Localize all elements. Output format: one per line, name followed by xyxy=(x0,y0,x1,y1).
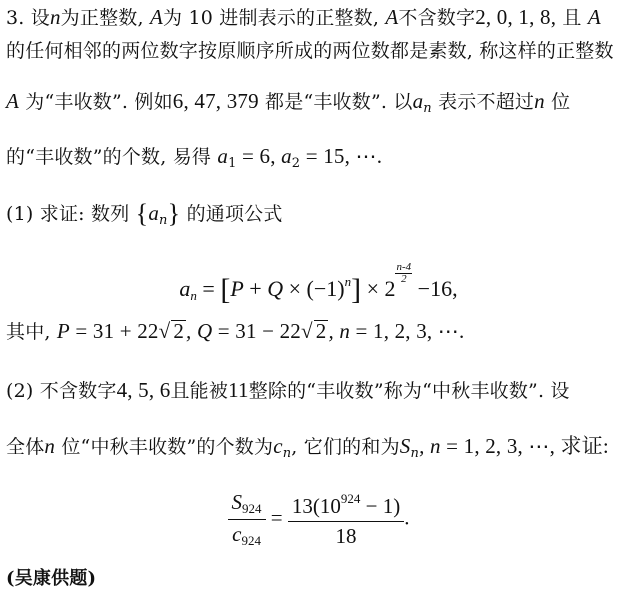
math-tail: −16, xyxy=(412,276,458,301)
math-eq: = xyxy=(265,505,288,530)
math-op: + xyxy=(243,276,268,301)
author-credit xyxy=(6,566,631,592)
math-superscript: n xyxy=(344,274,352,289)
math-n: n xyxy=(44,434,56,458)
math-A: A xyxy=(149,5,163,29)
rhs-fraction xyxy=(288,491,404,549)
part1-label: (1) 求证: 数列 xyxy=(6,203,130,225)
text: 位 xyxy=(551,91,571,113)
exp-denominator: 2 xyxy=(401,273,407,285)
text: 整除的“丰收数”称为“中秋丰收数”. 设 xyxy=(248,380,570,402)
part2-line-2 xyxy=(6,433,631,467)
math-a: a xyxy=(281,144,292,168)
math-expr: 13(10 xyxy=(291,493,341,518)
math-S: S xyxy=(399,434,411,458)
problem-line-4 xyxy=(6,143,631,177)
text: 表示不超过 xyxy=(438,91,535,113)
problem-line-1 xyxy=(6,4,631,31)
math-digits: 4, 5, 6 xyxy=(116,378,171,402)
math-op: × (−1) xyxy=(283,276,345,301)
math-A: A xyxy=(6,89,20,113)
math-a: a xyxy=(412,89,424,113)
rhs-denominator: 18 xyxy=(335,523,357,548)
general-term-formula xyxy=(0,262,637,307)
math-a: a xyxy=(148,201,160,225)
problem-line-3 xyxy=(6,88,631,122)
math-Q: Q xyxy=(267,276,284,301)
lhs-numerator xyxy=(228,490,266,520)
text: 位“中秋丰收数”的个数为 xyxy=(61,436,274,458)
math-Q: , Q xyxy=(186,319,213,343)
text: 为 10 进制表示的正整数, xyxy=(163,7,380,29)
text: 其中, xyxy=(6,321,51,343)
author-text: (吴康供题) xyxy=(6,568,97,589)
math-expr: = 1, 2, 3, ⋯. xyxy=(350,319,465,343)
math-subscript: n xyxy=(159,213,168,228)
text: 为“丰收数”. 例如 xyxy=(25,91,173,113)
text: 3. 设 xyxy=(6,7,50,29)
math-expr: = 31 + 22 xyxy=(69,319,159,343)
part2-label: (2) 不含数字 xyxy=(6,380,117,402)
math-expr: = 1, 2, 3, ⋯, 求证: xyxy=(440,434,609,458)
left-brace: { xyxy=(135,199,149,228)
math-subscript: n xyxy=(282,446,292,461)
math-c: c xyxy=(273,434,283,458)
math-A: A xyxy=(587,5,601,29)
math-n: n xyxy=(534,89,545,113)
exponent-fraction xyxy=(395,262,412,285)
math-op: × 2 xyxy=(361,276,396,301)
math-n: , n xyxy=(328,319,351,343)
text: 的“丰收数”的个数, 易得 xyxy=(6,146,212,168)
sqrt-radicand: 2 xyxy=(315,319,327,343)
math-period: . xyxy=(404,505,410,530)
text: 且 xyxy=(562,7,582,29)
math-expr: − 1) xyxy=(360,493,401,518)
text: 为正整数, xyxy=(60,7,144,29)
math-a: a xyxy=(217,144,229,168)
math-examples: 6, 47, 379 xyxy=(172,89,259,113)
part1-line xyxy=(6,200,631,234)
math-n: , n xyxy=(419,434,441,458)
sqrt-sign: √ xyxy=(301,319,313,343)
math-n: n xyxy=(49,5,61,29)
text: , 它们的和为 xyxy=(291,436,400,458)
math-expr: = 31 − 22 xyxy=(212,319,301,343)
math-number: 11 xyxy=(228,378,249,402)
lhs-denominator xyxy=(228,520,266,549)
text: 的任何相邻的两位数字按原顺序所成的两位数都是素数, 称这样的正整数 xyxy=(6,40,614,62)
math-eq: = 15, ⋯. xyxy=(300,144,383,168)
rhs-numerator xyxy=(288,491,404,522)
lhs-fraction xyxy=(228,490,266,549)
math-eq: = 6, xyxy=(236,144,282,168)
math-P: P xyxy=(230,276,244,301)
math-eq: = xyxy=(196,276,221,301)
math-subscript: n xyxy=(410,446,420,461)
math-superscript: 924 xyxy=(340,490,361,506)
math-subscript: n xyxy=(423,101,432,116)
math-S: S xyxy=(231,490,243,514)
problem-line-2 xyxy=(6,38,631,64)
sqrt-radicand: 2 xyxy=(173,319,185,343)
part2-line-1 xyxy=(6,377,631,404)
math-c: c xyxy=(232,522,242,546)
right-brace: } xyxy=(167,199,181,228)
sum-ratio-formula xyxy=(0,490,637,549)
math-subscript: 924 xyxy=(241,533,261,548)
sqrt-sign: √ xyxy=(158,319,171,343)
left-bracket: [ xyxy=(220,273,231,306)
text: 都是“丰收数”. 以 xyxy=(265,91,413,113)
text: 且能被 xyxy=(170,380,229,402)
math-subscript: 1 xyxy=(228,156,237,171)
math-subscript: 2 xyxy=(291,156,301,171)
text: 的通项公式 xyxy=(186,203,283,225)
exp-numerator: n-4 xyxy=(396,261,412,273)
right-bracket: ] xyxy=(351,273,362,306)
math-a: a xyxy=(179,276,191,301)
text: 不含数字 xyxy=(398,7,476,29)
math-subscript: n xyxy=(190,288,197,303)
math-subscript: 924 xyxy=(242,501,262,516)
math-A: A xyxy=(385,5,399,29)
text: 全体 xyxy=(6,436,45,458)
where-line xyxy=(6,318,631,345)
math-digits: 2, 0, 1, 8, xyxy=(475,5,557,29)
math-P: P xyxy=(56,319,70,343)
